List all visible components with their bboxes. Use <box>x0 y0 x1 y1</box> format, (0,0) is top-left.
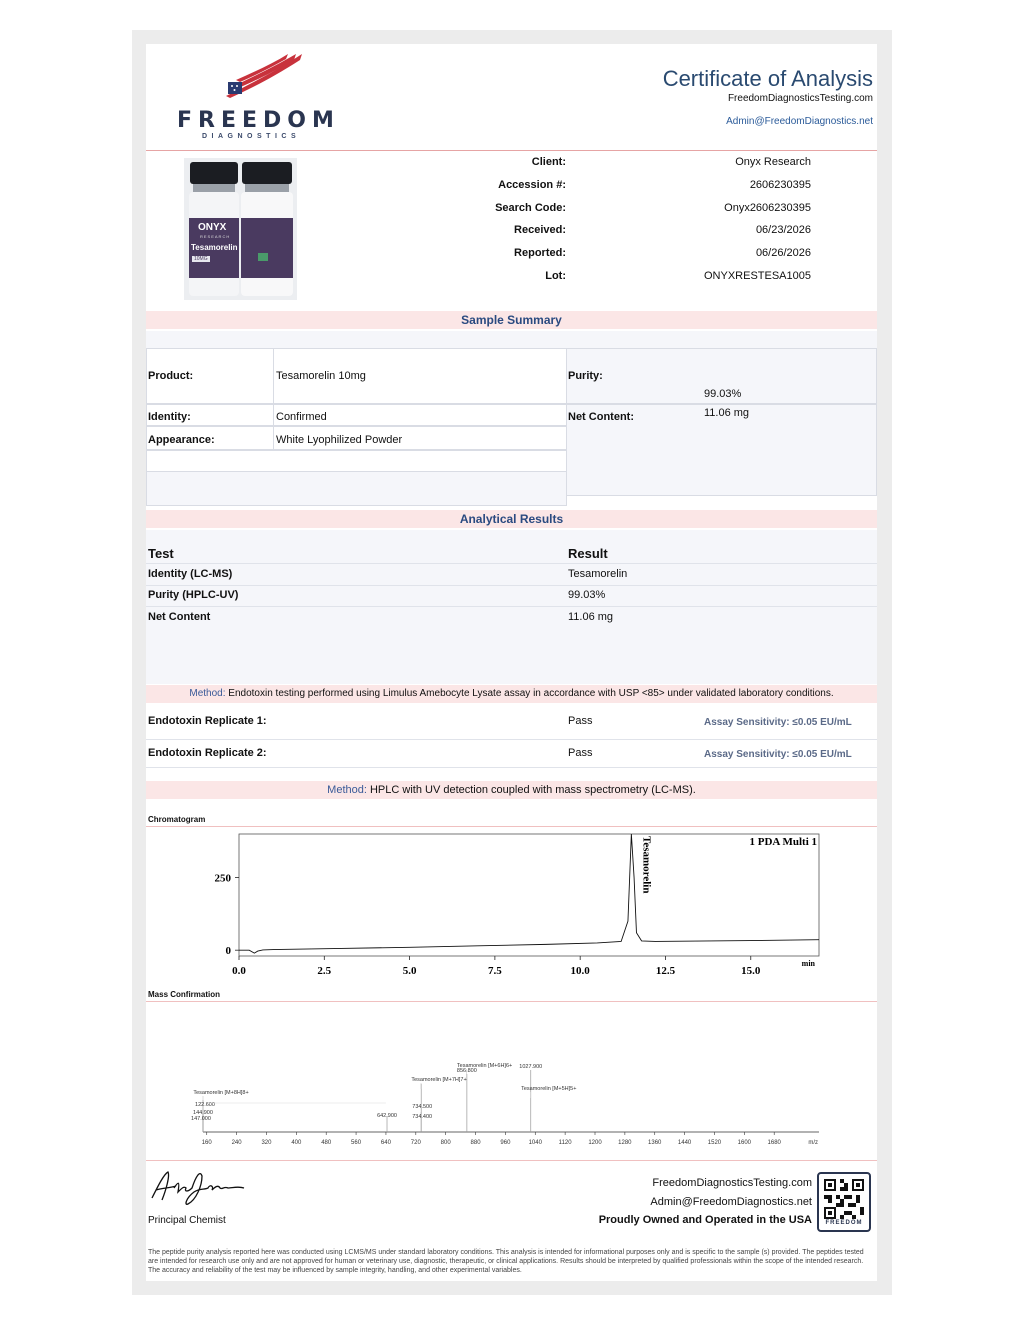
ms-x-tick-label: 400 <box>291 1140 302 1146</box>
chromatogram-frame <box>239 834 819 956</box>
ms-peak-label: 856.800 <box>456 1068 477 1074</box>
info-value-lot: ONYXRESTESA1005 <box>704 270 811 282</box>
ms-peak-label: 144.900 <box>193 1110 213 1116</box>
net-content-label: Net Content: <box>568 411 634 423</box>
hplc-method-banner <box>146 781 877 799</box>
logo-subtitle: DIAGNOSTICS <box>202 133 301 140</box>
ms-x-tick-label: 800 <box>440 1140 451 1146</box>
endotoxin-rep2-label: Endotoxin Replicate 2: <box>148 747 267 759</box>
ms-annotation: Tesamorelin [M+8H]8+ <box>193 1090 249 1096</box>
sample-summary-spacer <box>146 331 877 348</box>
endotoxin-rep1-label: Endotoxin Replicate 1: <box>148 715 267 727</box>
ms-peak-label: 147.000 <box>191 1116 211 1122</box>
footer-tagline: Proudly Owned and Operated in the USA <box>598 1214 812 1226</box>
hplc-method-label: Method: <box>327 784 367 796</box>
ms-x-axis-label: m/z <box>808 1140 818 1146</box>
ms-x-tick-label: 560 <box>351 1140 362 1146</box>
ms-x-tick-label: 1280 <box>618 1140 632 1146</box>
logo-wordmark: FREEDOM <box>177 108 340 133</box>
chromatogram-chart <box>146 828 877 988</box>
purity-label: Purity: <box>568 370 603 382</box>
chromatogram-title: Chromatogram <box>148 815 206 824</box>
result-test-purity: Purity (HPLC-UV) <box>148 589 239 601</box>
identity-value: Confirmed <box>276 411 327 423</box>
vial-product: Tesamorelin <box>191 243 238 252</box>
footer-email-link[interactable]: Admin@FreedomDiagnostics.net <box>650 1196 812 1208</box>
signature-image <box>148 1166 248 1208</box>
mass-confirmation-title: Mass Confirmation <box>148 990 221 999</box>
ms-x-tick-label: 960 <box>500 1140 511 1146</box>
endotoxin-rep2-sensitivity: Assay Sensitivity: ≤0.05 EU/mL <box>704 749 852 760</box>
endotoxin-method-label: Method: <box>189 688 226 699</box>
product-photo <box>184 158 297 300</box>
ms-x-tick-label: 640 <box>380 1140 391 1146</box>
ms-x-tick-label: 880 <box>470 1140 481 1146</box>
results-header-result: Result <box>568 546 608 561</box>
ms-x-tick-label: 320 <box>261 1140 272 1146</box>
endotoxin-method-text: Endotoxin testing performed using Limulus Amebocyte Lysate assay in accordance with USP <85> under validated laboratory conditions. <box>228 688 834 699</box>
x-tick-label: 15.0 <box>741 965 761 977</box>
x-axis-label: min <box>801 959 815 968</box>
result-test-identity: Identity (LC-MS) <box>148 568 233 580</box>
y-tick-label: 0 <box>225 945 231 958</box>
chromatogram-legend: 1 PDA Multi 1 <box>749 836 817 848</box>
product-value: Tesamorelin 10mg <box>276 370 366 382</box>
peak-label: Tesamorelin <box>640 836 653 894</box>
result-value-net-content: 11.06 mg <box>568 611 614 623</box>
vial-dose: 10MG <box>194 256 208 262</box>
ms-peak-label: 734.500 <box>412 1104 433 1110</box>
ms-x-tick-label: 1600 <box>737 1140 752 1146</box>
ms-x-tick-label: 1200 <box>588 1140 602 1146</box>
vial-brand-sub: RESEARCH <box>200 234 231 239</box>
ms-x-tick-label: 240 <box>231 1140 242 1146</box>
flag-wing-icon <box>216 52 306 98</box>
vial-brand: ONYX <box>198 222 227 233</box>
endotoxin-rep2-result: Pass <box>568 747 593 759</box>
info-label-accession: Accession #: <box>498 179 566 191</box>
ms-peak-label: 1027.900 <box>519 1064 543 1070</box>
signer-title: Principal Chemist <box>148 1215 226 1226</box>
header-divider <box>146 150 877 151</box>
info-label-reported: Reported: <box>514 247 566 259</box>
ms-x-tick-label: 1120 <box>558 1140 572 1146</box>
x-tick-label: 10.0 <box>570 965 590 977</box>
endotoxin-method-banner <box>146 685 877 703</box>
info-label-lot: Lot: <box>545 270 566 282</box>
ms-annotation: Tesamorelin [M+6H]6+ <box>456 1063 513 1069</box>
info-value-accession: 2606230395 <box>749 179 811 191</box>
ms-x-tick-label: 1040 <box>528 1140 542 1146</box>
ms-annotation: Tesamorelin [M+5H]5+ <box>521 1086 577 1092</box>
logo <box>176 52 340 142</box>
info-value-search-code: Onyx2606230395 <box>724 202 811 214</box>
mass-spectrum-chart <box>146 1002 877 1152</box>
sample-summary-heading: Sample Summary <box>146 311 877 329</box>
qr-badge[interactable] <box>817 1172 871 1232</box>
info-label-search-code: Search Code: <box>495 202 566 214</box>
appearance-label: Appearance: <box>148 434 215 446</box>
qr-code-icon <box>824 1179 864 1219</box>
info-value-received: 06/23/2026 <box>755 224 811 236</box>
analytical-results-heading: Analytical Results <box>146 510 877 528</box>
header-website-link[interactable]: FreedomDiagnosticsTesting.com <box>727 93 873 104</box>
identity-label: Identity: <box>148 411 191 423</box>
purity-value: 99.03% <box>704 388 742 400</box>
ms-peak-label: 642.900 <box>377 1113 397 1119</box>
info-label-received: Received: <box>514 224 566 236</box>
chromatogram-series-line <box>239 834 819 953</box>
ms-x-tick-label: 160 <box>201 1140 212 1146</box>
ms-x-tick-label: 1360 <box>648 1140 662 1146</box>
x-tick-label: 0.0 <box>232 965 246 977</box>
hplc-method-text: HPLC with UV detection coupled with mass spectrometry (LC-MS). <box>369 784 696 796</box>
ms-x-tick-label: 480 <box>321 1140 332 1146</box>
net-content-value: 11.06 mg <box>704 407 750 419</box>
info-value-reported: 06/26/2026 <box>755 247 811 259</box>
ms-x-tick-label: 1440 <box>677 1140 692 1146</box>
certificate-page <box>146 44 877 1281</box>
footer-website-link[interactable]: FreedomDiagnosticsTesting.com <box>652 1177 812 1189</box>
x-tick-label: 2.5 <box>317 965 332 977</box>
result-test-net-content: Net Content <box>148 611 211 623</box>
qr-caption: FREEDOM <box>825 1220 863 1226</box>
endotoxin-rep1-sensitivity: Assay Sensitivity: ≤0.05 EU/mL <box>704 717 852 728</box>
y-tick-label: 250 <box>214 872 231 885</box>
results-header-test: Test <box>148 546 174 561</box>
info-label-client: Client: <box>531 156 566 168</box>
ms-peak-label: 734.400 <box>412 1114 433 1120</box>
product-label: Product: <box>148 370 194 382</box>
info-value-client: Onyx Research <box>735 156 811 168</box>
ms-annotation: Tesamorelin [M+7H]7+ <box>411 1077 467 1083</box>
ms-x-tick-label: 720 <box>410 1140 421 1146</box>
analytical-results-table <box>146 530 877 684</box>
disclaimer-text: The peptide purity analysis reported here was conducted using LCMS/MS under standard laboratory conditions. This analysis is intended for informational purposes only and is specific to the sample (s) provided. The peptides tested are intended for research use only and are not approved for human or veterinary use, diagnostic, therapeutic, or clinical applications. Results should be interpreted by qualified professionals within the scope of the intended research. The accuracy and reliability of the test may be influenced by sample integrity, handling, and other experimental variables. <box>148 1249 864 1274</box>
endotoxin-rep1-result: Pass <box>568 715 593 727</box>
result-value-identity: Tesamorelin <box>568 568 628 580</box>
appearance-value: White Lyophilized Powder <box>276 434 403 446</box>
page-title: Certificate of Analysis <box>662 66 873 91</box>
ms-x-tick-label: 1680 <box>767 1140 781 1146</box>
x-tick-label: 5.0 <box>402 965 417 977</box>
x-tick-label: 7.5 <box>488 965 502 977</box>
ms-peak-label: 122.600 <box>195 1102 215 1108</box>
header-email-link[interactable]: Admin@FreedomDiagnostics.net <box>726 116 873 127</box>
result-value-purity: 99.03% <box>568 589 606 601</box>
ms-x-tick-label: 1520 <box>707 1140 722 1146</box>
x-tick-label: 12.5 <box>655 965 676 977</box>
